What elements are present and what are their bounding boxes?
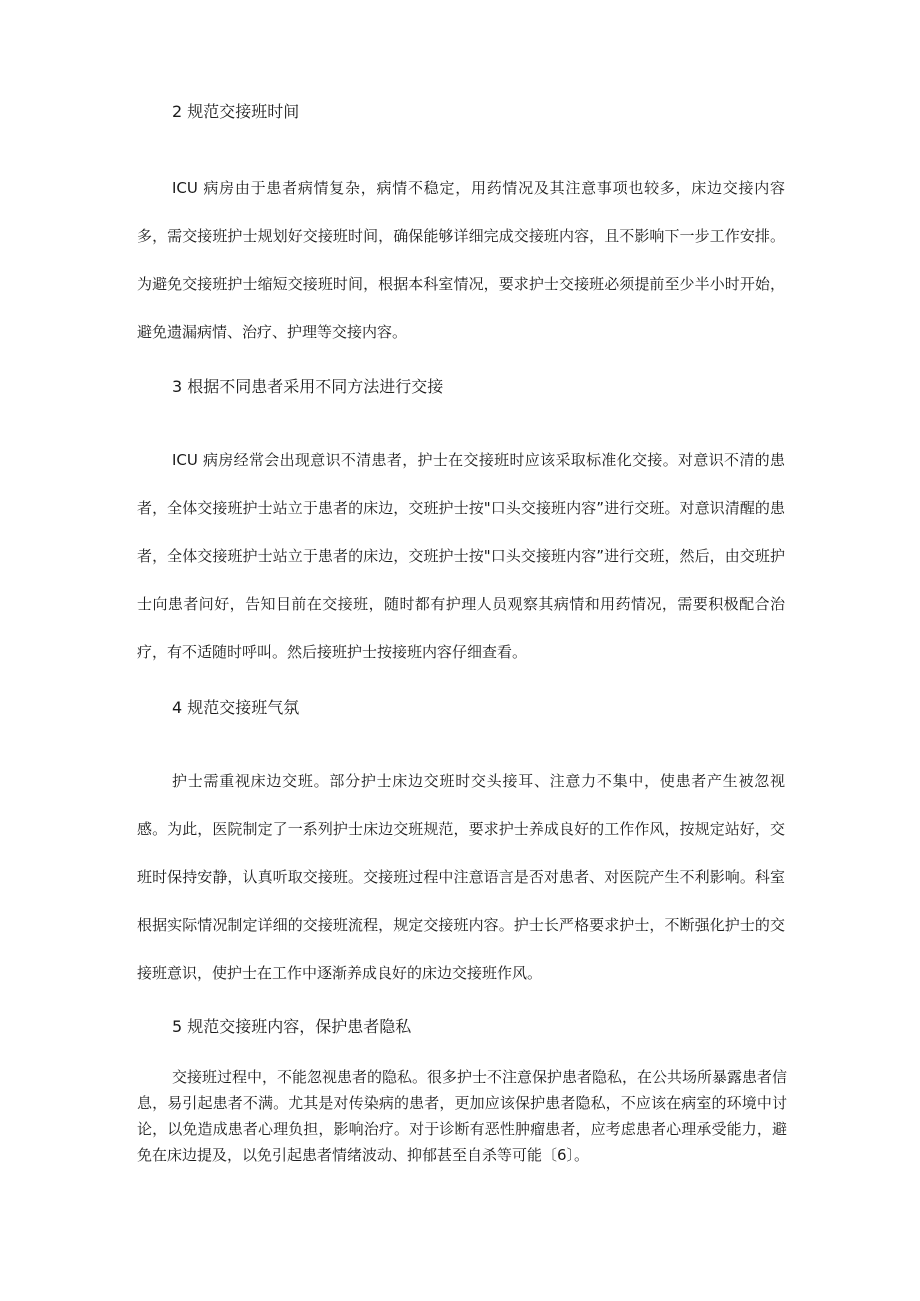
section-paragraph-5: 交接班过程中，不能忽视患者的隐私。很多护士不注意保护患者隐私，在公共场所暴露患者信息，易引起患者不满。尤其是对传染病的患者，更加应该保护患者隐私，不应该在病室的环境中讨论，以免造成患者心理负担，影响治疗。对于诊断有恶性肿瘤患者，应考虑患者心理承受能力，避免在床边提及，以免引起患者情绪波动、抑郁甚至自杀等可能〔6〕。 (137, 1068, 788, 1164)
section-heading-4: 4 规范交接班气氛 (172, 698, 300, 717)
section-paragraph-4: 护士需重视床边交班。部分护士床边交班时交头接耳、注意力不集中，使患者产生被忽视感。为此，医院制定了一系列护士床边交班规范，要求护士养成良好的工作作风，按规定站好，交班时保持安静，认真听取交接班。交接班过程中注意语言是否对患者、对医院产生不利影响。科室根据实际情况制定详细的交接班流程，规定交接班内容。护士长严格要求护士，不断强化护士的交接班意识，使护士在工作中逐渐养成良好的床边交接班作风。 (137, 772, 785, 982)
section-heading-2: 2 规范交接班时间 (172, 102, 300, 121)
section-paragraph-3: ICU 病房经常会出现意识不清患者，护士在交接班时应该采取标准化交接。对意识不清的患者，全体交接班护士站立于患者的床边，交班护士按"口头交接班内容”进行交班。对意识清醒的患者，全体交接班护士站立于患者的床边，交班护士按"口头交接班内容”进行交班，然后，由交班护士向患者问好，告知目前在交接班，随时都有护理人员观察其病情和用药情况，需要积极配合治疗，有不适随时呼叫。然后接班护士按接班内容仔细查看。 (137, 451, 785, 661)
section-heading-3: 3 根据不同患者采用不同方法进行交接 (172, 377, 444, 396)
section-paragraph-2: ICU 病房由于患者病情复杂，病情不稳定，用药情况及其注意事项也较多，床边交接内容多，需交接班护士规划好交接班时间，确保能够详细完成交接班内容，且不影响下一步工作安排。为避免交接班护士缩短交接班时间，根据本科室情况，要求护士交接班必须提前至少半小时开始，避免遗漏病情、治疗、护理等交接内容。 (137, 179, 785, 341)
section-heading-5: 5 规范交接班内容，保护患者隐私 (172, 1017, 412, 1036)
